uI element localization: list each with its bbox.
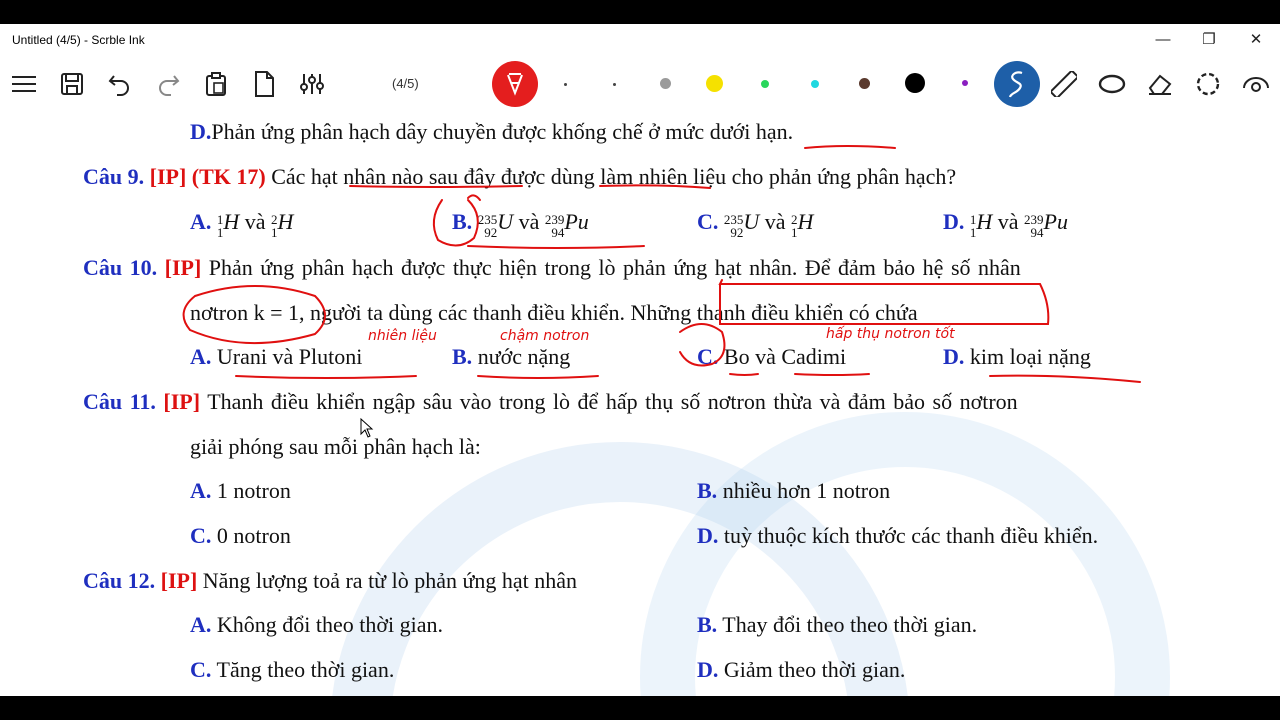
color-cyan[interactable] xyxy=(811,80,819,88)
q10-option-a: A. Urani và Plutoni xyxy=(190,344,363,369)
toolbar xyxy=(0,56,1280,112)
q10-option-c: C. Bo và Cadimi xyxy=(697,344,847,369)
color-gray[interactable] xyxy=(660,78,671,89)
page-indicator: (4/5) xyxy=(392,76,419,91)
restore-button[interactable]: ❐ xyxy=(1202,31,1216,48)
menu-icon[interactable] xyxy=(8,68,40,100)
redo-icon[interactable] xyxy=(152,68,184,100)
q11-option-b: B. nhiều hơn 1 notron xyxy=(697,478,891,503)
settings-sliders-icon[interactable] xyxy=(296,68,328,100)
save-icon[interactable] xyxy=(56,68,88,100)
q10-option-d: D. kim loại nặng xyxy=(943,344,1091,369)
view-eye-icon[interactable] xyxy=(1240,68,1272,100)
color-yellow[interactable] xyxy=(706,75,723,92)
q9-option-c: C. 235 92U và 2 1H xyxy=(697,209,814,240)
shape-ellipse-icon[interactable] xyxy=(1096,68,1128,100)
minimize-button[interactable]: — xyxy=(1155,31,1171,48)
ink-note-absorb: hấp thụ notron tốt xyxy=(826,326,955,342)
q12-option-a: A. Không đổi theo thời gian. xyxy=(190,612,444,637)
color-brown[interactable] xyxy=(859,78,870,89)
pen-size-s[interactable] xyxy=(613,83,616,86)
question-10-cont: nơtron k = 1, người ta dùng các thanh điều khiển. Những thanh điều khiển có chứa xyxy=(190,300,918,325)
eraser-icon[interactable] xyxy=(1144,68,1176,100)
q9-option-a: A. 1 1H và 2 1H xyxy=(190,209,294,240)
q12-option-b: B. Thay đổi theo theo thời gian. xyxy=(697,612,978,637)
ink-annotations xyxy=(0,112,1280,696)
question-11: Câu 11. [IP] Thanh điều khiển ngập sâu vào trong lò để hấp thụ số nơtron thừa và đảm bảo số nơtron xyxy=(83,389,1018,414)
q11-option-a: A. 1 notron xyxy=(190,478,291,503)
paste-icon[interactable] xyxy=(200,68,232,100)
mouse-cursor-icon xyxy=(360,418,374,438)
q10-option-b: B. nước nặng xyxy=(452,344,571,369)
new-page-icon[interactable] xyxy=(248,68,280,100)
question-9: Câu 9. [IP] (TK 17) Các hạt nhân nào sau đây được dùng làm nhiên liệu cho phản ứng phân hạch? xyxy=(83,164,957,189)
title-bar xyxy=(0,24,1280,56)
q11-option-d: D. tuỳ thuộc kích thước các thanh điều khiển. xyxy=(697,523,1099,548)
pen-size-xs[interactable] xyxy=(564,83,567,86)
undo-icon[interactable] xyxy=(104,68,136,100)
close-button[interactable]: ✕ xyxy=(1249,31,1263,48)
document-page[interactable] xyxy=(0,112,1280,696)
lasso-select-icon[interactable] xyxy=(994,61,1040,107)
question-11-cont: giải phóng sau mỗi phân hạch là: xyxy=(190,434,481,459)
ink-note-fuel: nhiên liệu xyxy=(368,328,437,344)
color-purple[interactable] xyxy=(962,80,968,86)
color-green[interactable] xyxy=(761,80,769,88)
q12-option-c: C. Tăng theo thời gian. xyxy=(190,657,395,682)
q12-option-d: D. Giảm theo thời gian. xyxy=(697,657,906,682)
ink-note-slow: chậm notron xyxy=(500,328,590,344)
color-black[interactable] xyxy=(905,73,925,93)
select-region-icon[interactable] xyxy=(1192,68,1224,100)
q11-option-c: C. 0 notron xyxy=(190,523,291,548)
prev-option-d: D.Phản ứng phân hạch dây chuyền được khống chế ở mức dưới hạn. xyxy=(190,119,794,144)
q9-option-d: D. 1 1H và 239 94Pu xyxy=(943,209,1068,240)
question-12: Câu 12. [IP] Năng lượng toả ra từ lò phản ứng hạt nhân xyxy=(83,568,578,593)
question-10: Câu 10. [IP] Phản ứng phân hạch được thực hiện trong lò phản ứng hạt nhân. Để đảm bảo hệ số nhân xyxy=(83,255,1021,280)
q9-option-b: B. 235 92U và 239 94Pu xyxy=(452,209,589,240)
window-title: Untitled (4/5) - Scrble Ink xyxy=(12,33,145,47)
ruler-icon[interactable] xyxy=(1048,68,1080,100)
pen-tool-icon[interactable] xyxy=(492,61,538,107)
